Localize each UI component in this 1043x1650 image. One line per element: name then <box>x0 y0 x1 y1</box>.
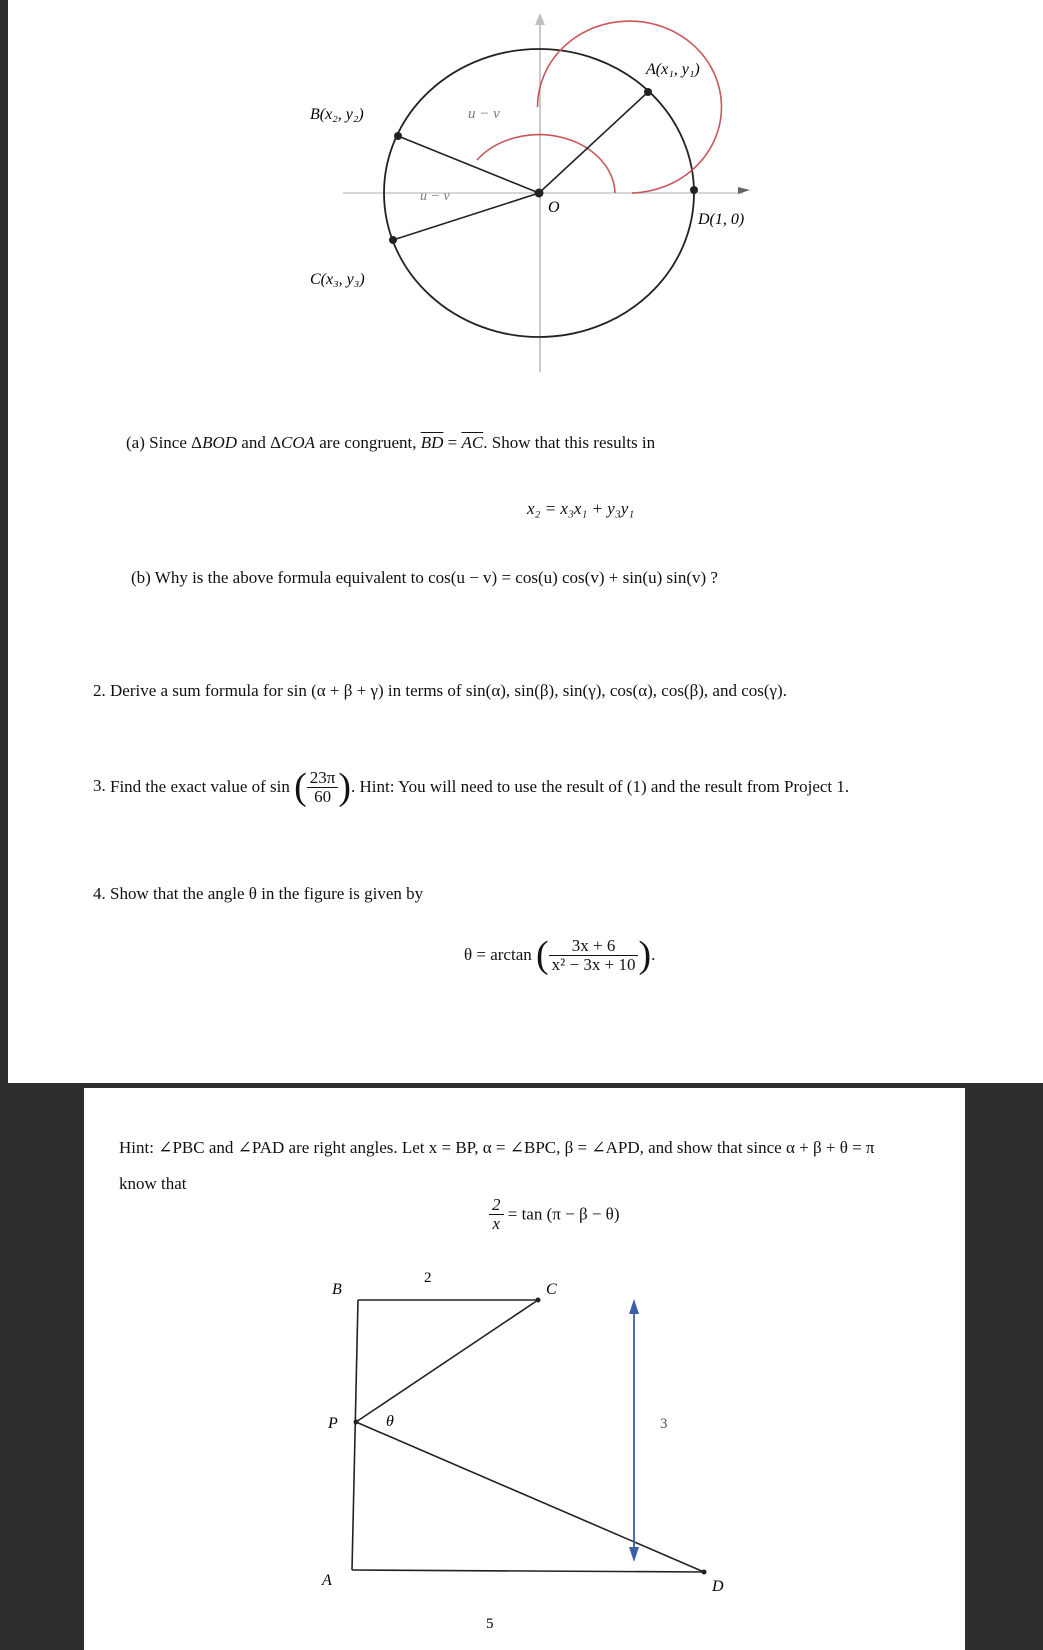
label-A2: A <box>322 1572 332 1589</box>
point-O <box>535 189 544 198</box>
page-top <box>8 0 1043 1083</box>
point-D-dot <box>702 1570 707 1575</box>
label-D: D(1, 0) <box>698 211 745 228</box>
arc-label-inner: u − v <box>420 189 450 204</box>
angle-arc-outer <box>538 21 722 193</box>
point-A <box>644 88 652 96</box>
x-axis-arrow <box>738 187 750 194</box>
point-P-dot <box>354 1420 359 1425</box>
part-b-statement: (b) Why is the above formula equivalent to cos(u − v) = cos(u) cos(v) + sin(u) sin(v) ? <box>131 568 718 587</box>
point-C-dot <box>536 1298 541 1303</box>
segment-AD <box>352 1570 704 1572</box>
triangle-figure <box>84 1088 965 1650</box>
hint-line-2: know that <box>119 1174 187 1193</box>
label-length-5: 5 <box>486 1616 494 1632</box>
problem-3-denominator: 60 <box>314 786 332 806</box>
radius-OA <box>539 92 648 193</box>
part-a-statement: (a) Since ΔBOD and ΔCOA are congruent, $\overline{BD} = \overline{AC}$. Show that this results in <box>126 433 656 452</box>
problem-2: 2. Derive a sum formula for sin (α + β + γ) in terms of sin(α), sin(β), sin(γ), cos(α), cos(β), and cos(γ). <box>93 681 787 700</box>
unit-circle-figure <box>8 0 1043 380</box>
segment-PD <box>356 1422 704 1572</box>
point-D <box>690 186 698 194</box>
label-D2: D <box>712 1578 724 1595</box>
arc-label-outer: u − v <box>468 106 500 122</box>
hint-formula: $\frac{2}{x}$ = tan (π − β − θ) <box>489 1196 619 1233</box>
arrow-head-down <box>629 1547 639 1562</box>
label-length-2: 2 <box>424 1270 432 1286</box>
angle-arc-inner <box>477 135 615 193</box>
part-a-formula: x₂ = x₃x₁ + y₃y₁ <box>527 499 635 518</box>
problem-4: 4. Show that the angle θ in the figure is given by <box>93 884 424 903</box>
label-C2: C <box>546 1281 557 1298</box>
y-axis-arrow <box>535 13 545 25</box>
label-P2: P <box>328 1415 338 1432</box>
problem-2-number: 2. <box>93 681 106 700</box>
label-A: A(x₁, y₁) <box>646 61 700 78</box>
label-B: B(x₂, y₂) <box>310 106 364 123</box>
problem-3-number: 3. <box>93 775 106 795</box>
label-C: C(x₃, y₃) <box>310 271 365 288</box>
segment-PC <box>356 1300 538 1422</box>
point-B <box>394 132 402 140</box>
problem-4-number: 4. <box>93 884 106 903</box>
problem-4-formula: θ = arctan ( $\frac{3x + 6}{\text{x² − 3x + 10}}$ ). <box>464 934 656 976</box>
point-C <box>389 236 397 244</box>
part-a-label: (a) <box>126 433 145 452</box>
label-O: O <box>548 199 560 216</box>
segment-BA <box>352 1300 358 1570</box>
page-bottom <box>84 1088 965 1650</box>
part-b-label: (b) <box>131 568 151 587</box>
label-theta: θ <box>386 1413 394 1430</box>
problem-3-numerator: 23π <box>307 769 339 788</box>
label-length-3: 3 <box>660 1416 668 1432</box>
problem-3: 3. Find the exact value of sin ( $\frac{23\pi}{60}$ ). Hint: You will need to use the result of (1) and the result from Project 1. <box>93 766 850 808</box>
part-b-formula: cos(u − v) = cos(u) cos(v) + sin(u) sin(v) ? <box>428 568 718 587</box>
hint-line-1: Hint: ∠PBC and ∠PAD are right angles. Let x = BP, α = ∠BPC, β = ∠APD, and show that since α + β + θ = π <box>119 1138 875 1157</box>
radius-OC <box>393 193 539 240</box>
label-B2: B <box>332 1281 342 1298</box>
arrow-head-up <box>629 1299 639 1314</box>
radius-OB <box>398 136 539 193</box>
